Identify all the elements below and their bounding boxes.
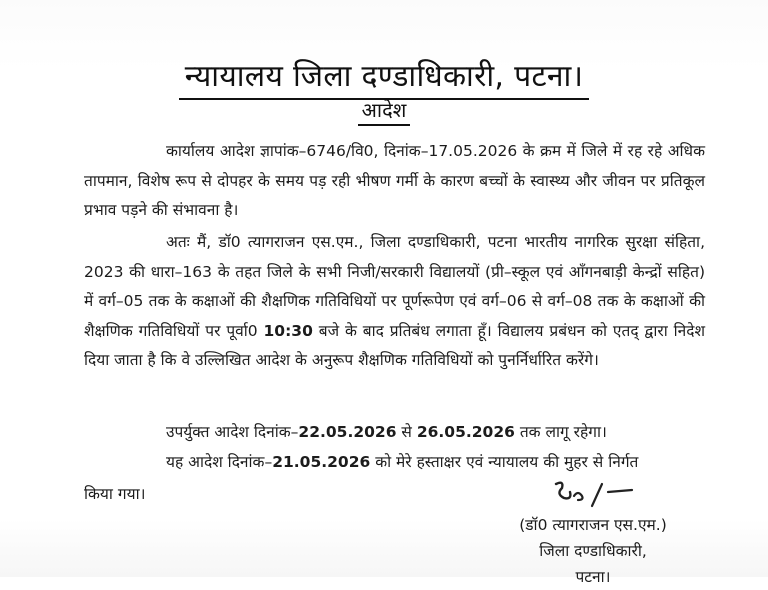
validity-mid: से	[396, 423, 417, 441]
signatory-designation: जिला दण्डाधिकारी,	[539, 542, 647, 560]
validity-start-date: 22.05.2026	[298, 423, 397, 441]
paragraph-order	[84, 228, 705, 376]
issue-pre: यह आदेश दिनांक–	[166, 453, 273, 471]
order-text-post: बजे के बाद प्रतिबंध लगाता हूँ। विद्यालय प्रबंधन को एतद् द्वारा निदेश दिया जाता है कि वे उल्लिखित आदेश के अनुरूप शैक्षणिक गतिविधियों को पुनर्निर्धारित करेंगे।	[84, 321, 705, 369]
issue-post: को मेरे हस्ताक्षर एवं न्यायालय की मुहर से निर्गत	[370, 453, 639, 471]
signatory-place: पटना।	[575, 568, 611, 586]
order-time: 10:30	[263, 321, 313, 340]
paragraph-issue	[84, 448, 705, 478]
order-heading	[0, 96, 768, 126]
signature-block	[488, 512, 698, 590]
validity-end-date: 26.05.2026	[416, 423, 515, 441]
issue-date: 21.05.2026	[272, 453, 371, 471]
validity-post: तक लागू रहेगा।	[514, 423, 607, 441]
signatory-name: (डॉ0 त्यागराजन एस.एम.)	[519, 516, 667, 534]
paragraph-validity	[84, 418, 705, 448]
closing-text: किया गया।	[84, 485, 146, 503]
order-heading-text: आदेश	[358, 96, 411, 126]
court-title	[0, 58, 768, 100]
paragraph-reference: कार्यालय आदेश ज्ञापांक–6746/वि0, दिनांक–17.05.2026 के क्रम में जिले में रह रहे अधिक तापमान, विशेष रूप से दोपहर के समय पड़ रही भीषण गर्मी के कारण बच्चों के स्वास्थ्य और जीवन पर प्रतिकूल प्रभाव पड़ने की संभावना है।	[84, 142, 705, 219]
order-text-pre: अतः मैं, डॉ0 त्यागराजन एस.एम., जिला दण्डाधिकारी, पटना भारतीय नागरिक सुरक्षा संहिता, 2023 की धारा–163 के तहत जिले के सभी निजी/सरकारी विद्यालयों (प्री–स्कूल एवं आँगनबाड़ी केन्द्रों सहित) में वर्ग–05 तक के कक्षाओं की शैक्षणिक गतिविधियों पर पूर्णरूपेण एवं वर्ग–06 से वर्ग–08 तक के कक्षाओं की शैक्षणिक गतिविधियों पर पूर्वा0	[84, 233, 705, 340]
court-title-text: न्यायालय जिला दण्डाधिकारी, पटना।	[179, 58, 590, 100]
validity-pre: उपर्युक्त आदेश दिनांक–	[166, 423, 299, 441]
handwritten-signature	[548, 476, 638, 512]
